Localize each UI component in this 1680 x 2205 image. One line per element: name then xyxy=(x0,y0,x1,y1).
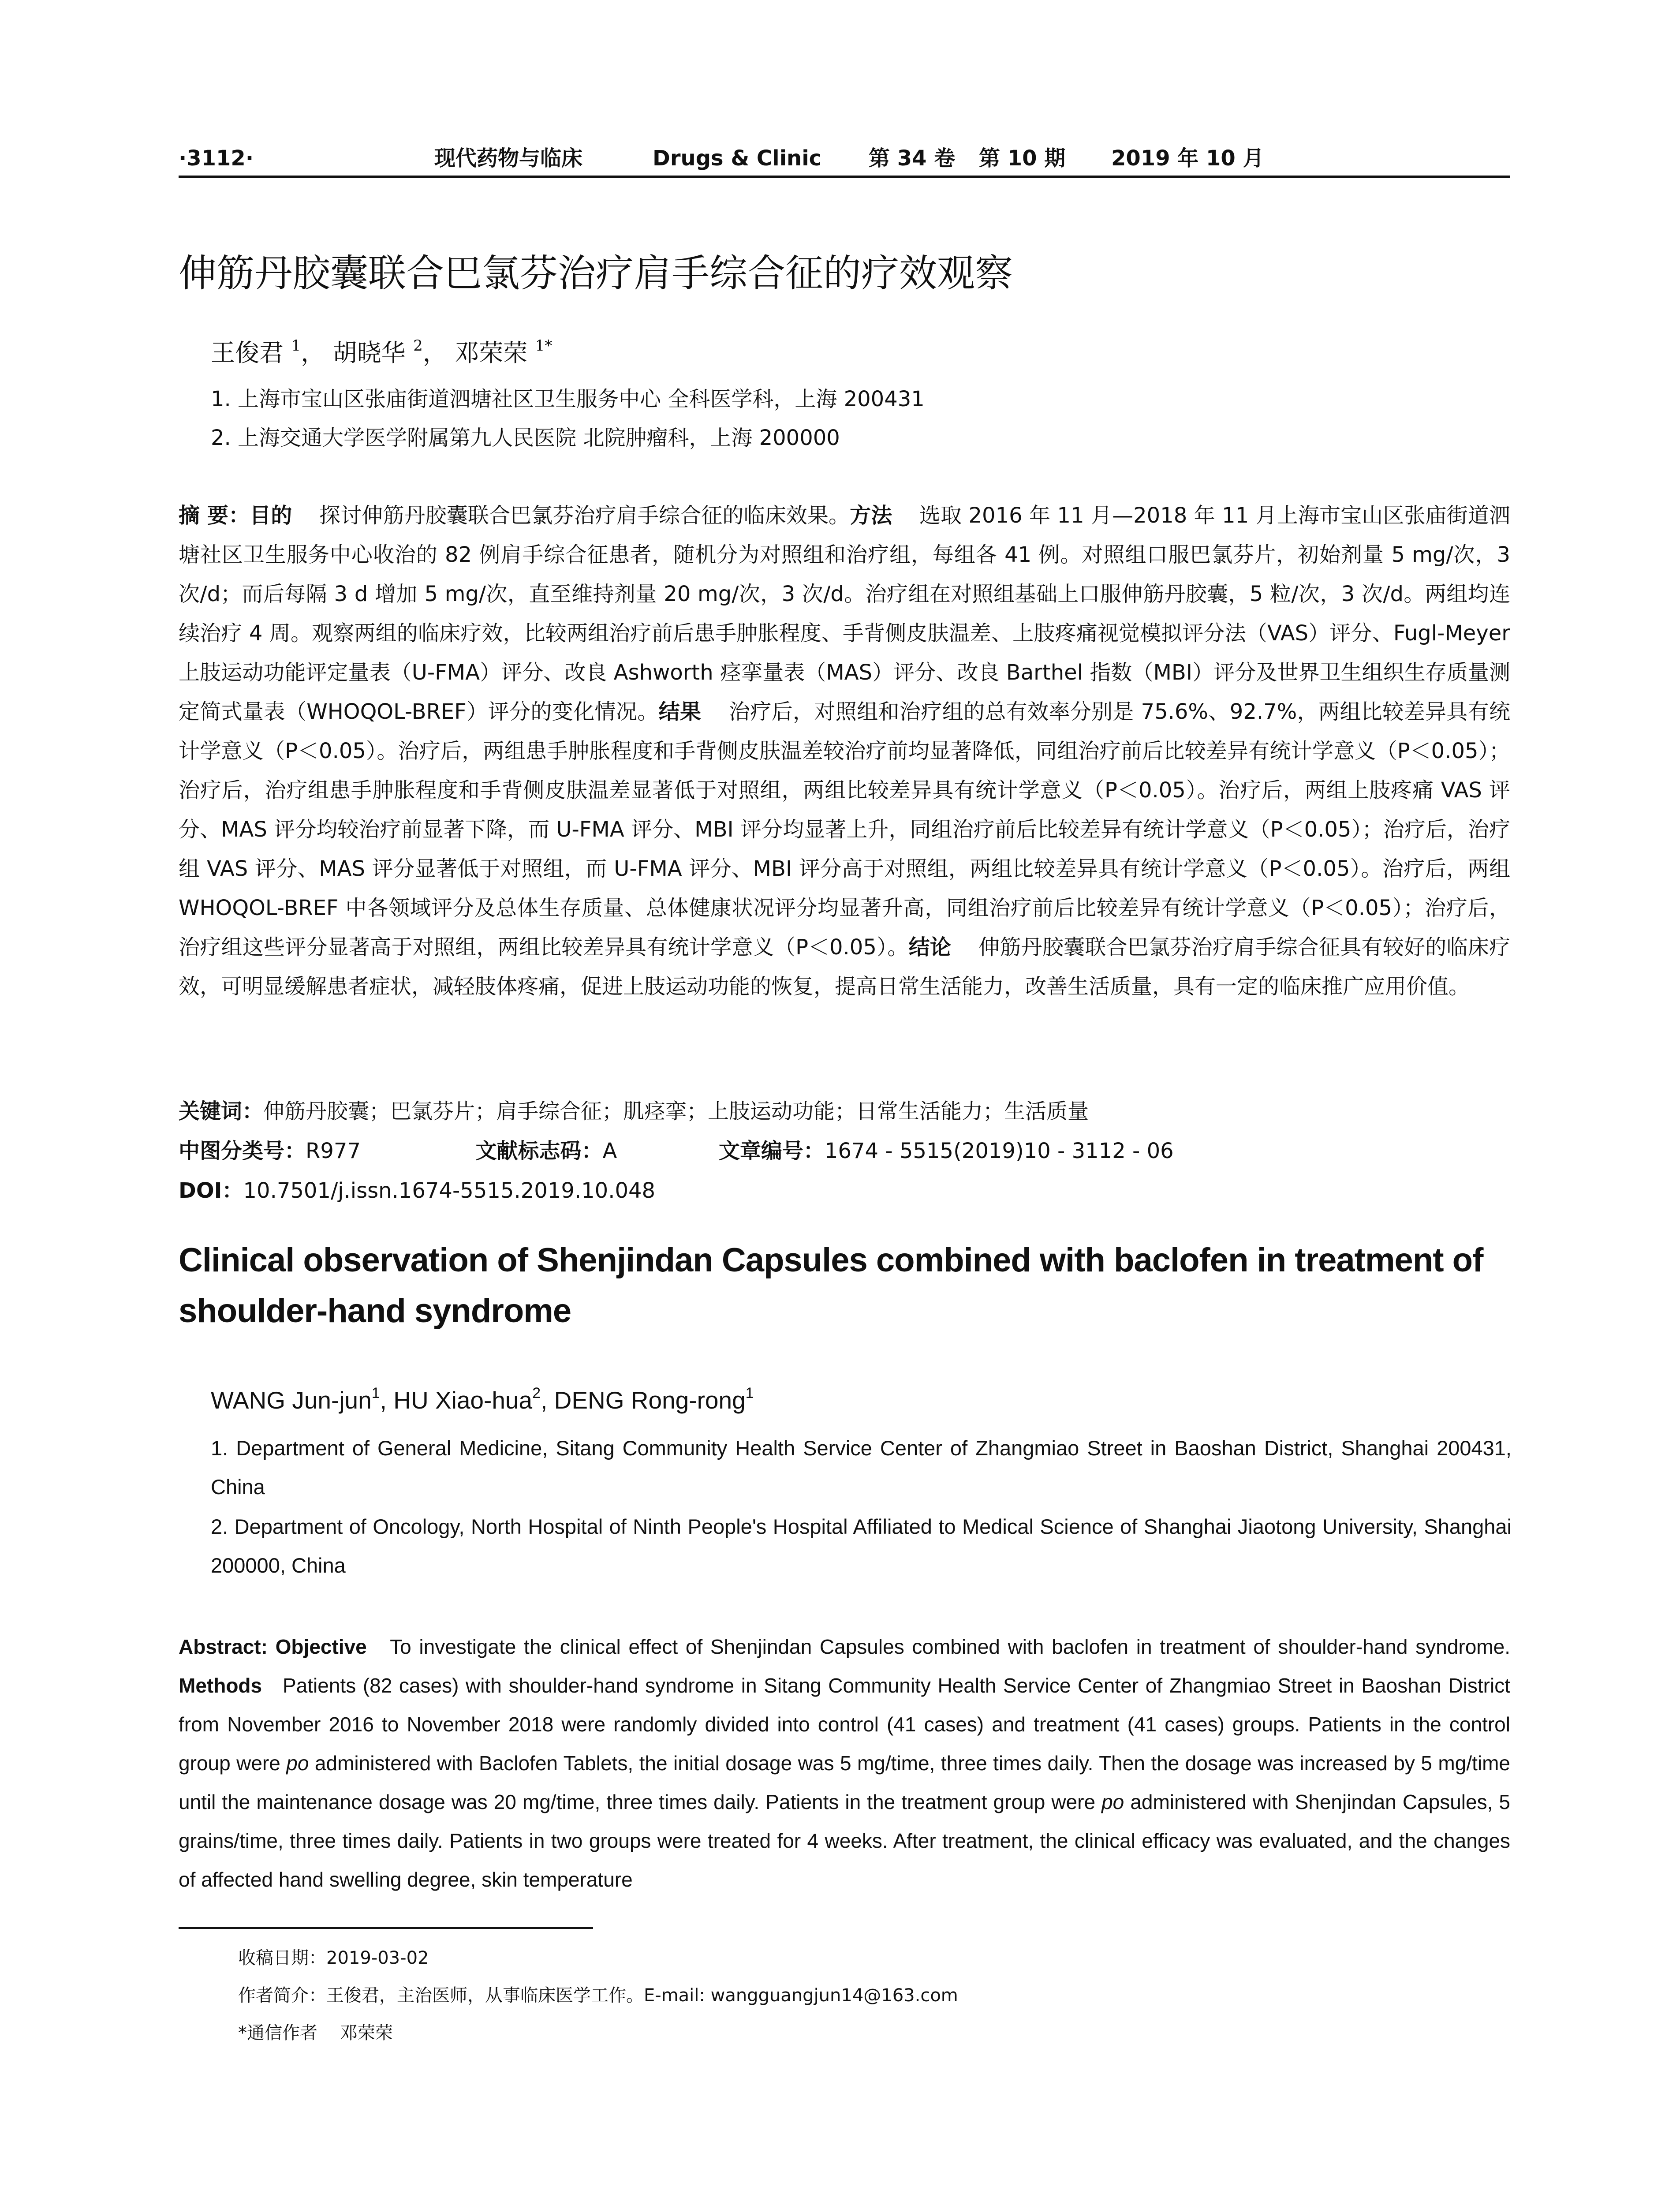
received-label: 收稿日期： xyxy=(238,1948,326,1968)
journal-name-cn: 现代药物与临床 xyxy=(434,146,583,171)
author-name: 邓荣荣 xyxy=(455,339,528,367)
author-name: HU Xiao-hua xyxy=(393,1387,533,1414)
document-code-value: A xyxy=(602,1139,617,1163)
abstract-label-en: Abstract: xyxy=(179,1635,276,1658)
author-name: 胡晓华 xyxy=(332,339,406,367)
methods-text-en: administered with Shenjindan Capsules, 5 grains/time, three times daily. Patients in two groups were treated for 4 weeks. After treatment, the clinical efficacy was evaluated, and the changes of affected hand swelling degree, skin temperature xyxy=(179,1790,1510,1891)
keywords-text: 伸筋丹胶囊；巴氯芬片；肩手综合征；肌痉挛；上肢运动功能；日常生活能力；生活质量 xyxy=(263,1099,1089,1124)
keywords-cn xyxy=(179,1094,1510,1129)
author-name: 王俊君 xyxy=(211,339,284,367)
methods-text: 选取 2016 年 11 月—2018 年 11 月上海市宝山区张庙街道泗塘社区卫生服务中心收治的 82 例肩手综合征患者，随机分为对照组和治疗组，每组各 41 例。对照组口服巴氯芬片，初始剂量 5 mg/次，3 次/d；而后每隔 3 d 增加 5 mg/次，直至维持剂量 20 mg/次，3 次/d。治疗组在对照组基础上口服伸筋丹胶囊，5 粒/次，3 次/d。两组均连续治疗 4 周。观察两组的临床疗效，比较两组治疗前后患手肿胀程度、手背侧皮肤温差、上肢疼痛视觉模拟评分法（VAS）评分、Fugl-Meyer 上肢运动功能评定量表（U-FMA）评分、改良 Ashworth 痉挛量表（MAS）评分、改良 Barthel 指数（MBI）评分及世界卫生组织生存质量测定简式量表（WHOQOL-BREF）评分的变化情况。 xyxy=(179,503,1510,724)
footnote-author-bio xyxy=(238,1980,958,2011)
running-header xyxy=(179,141,1510,178)
author-affiliation-mark: 1 xyxy=(745,1385,754,1401)
doi-label: DOI： xyxy=(179,1178,243,1203)
author-affiliation-mark: 2 xyxy=(532,1385,541,1401)
author-affiliation-mark: 1 xyxy=(291,337,301,355)
affiliation-cn-2: 2. 上海交通大学医学附属第九人民医院 北院肿瘤科，上海 200000 xyxy=(211,426,840,450)
conclusion-text: 伸筋丹胶囊联合巴氯芬治疗肩手综合征具有较好的临床疗效，可明显缓解患者症状，减轻肢体疼痛，促进上肢运动功能的恢复，提高日常生活能力，改善生活质量，具有一定的临床推广应用价值。 xyxy=(179,935,1510,999)
volume: 第 34 卷 xyxy=(869,146,956,171)
footnote-divider xyxy=(179,1927,593,1929)
objective-label-en: Objective xyxy=(275,1635,367,1658)
abstract-label: 摘 要： xyxy=(179,503,250,528)
conclusion-label: 结论 xyxy=(908,935,952,960)
article-title-en: Clinical observation of Shenjindan Capsules combined with baclofen in treatment of shoulder-hand syndrome xyxy=(179,1241,1483,1330)
objective-text-en: To investigate the clinical effect of Shenjindan Capsules combined with baclofen in treatment of shoulder-hand syndrome. xyxy=(390,1635,1510,1658)
affiliation-en-1: 1. Department of General Medicine, Sitang Community Health Service Center of Zhangmiao Street in Baoshan District, Shanghai 200431, China xyxy=(211,1436,1512,1499)
author-affiliation-mark: 1* xyxy=(535,337,553,355)
methods-label-en: Methods xyxy=(179,1674,262,1697)
methods-label: 方法 xyxy=(850,503,892,528)
footnote-received xyxy=(238,1943,429,1973)
bio-text: 王俊君，主治医师，从事临床医学工作。E-mail: wangguangjun14@163.com xyxy=(326,1985,958,2006)
received-date: 2019-03-02 xyxy=(326,1948,429,1968)
objective-label: 目的 xyxy=(250,503,292,528)
document-code-label: 文献标志码： xyxy=(475,1139,603,1163)
author-affiliation-mark: 2 xyxy=(413,337,423,355)
abstract-en xyxy=(179,1627,1510,1899)
abstract-cn xyxy=(179,496,1510,1006)
methods-text-en: administered with Baclofen Tablets, the initial dosage was 5 mg/time, three times daily. Then the dosage was increased by 5 mg/time until the maintenance dosage was 20 mg/time, three times daily. Patients in the treatment group were xyxy=(179,1752,1510,1813)
doi-line xyxy=(179,1173,1510,1208)
clc-label: 中图分类号： xyxy=(179,1139,306,1163)
issue-date: 2019 年 10 月 xyxy=(1111,146,1264,171)
corresponding-author: 邓荣荣 xyxy=(340,2023,393,2043)
results-label: 结果 xyxy=(658,699,702,724)
author-name: DENG Rong-rong xyxy=(554,1387,746,1414)
results-text: 治疗后，对照组和治疗组的总有效率分别是 75.6%、92.7%，两组比较差异具有统计学意义（P＜0.05）。治疗后，两组患手肿胀程度和手背侧皮肤温差较治疗前均显著降低，同组治疗前后比较差异有统计学意义（P＜0.05）；治疗后，治疗组患手肿胀程度和手背侧皮肤温差显著低于对照组，两组比较差异具有统计学意义（P＜0.05）。治疗后，两组上肢疼痛 VAS 评分、MAS 评分均较治疗前显著下降，而 U-FMA 评分、MBI 评分均显著上升，同组治疗前后比较差异有统计学意义（P＜0.05）；治疗后，治疗组 VAS 评分、MAS 评分显著低于对照组，而 U-FMA 评分、MBI 评分高于对照组，两组比较差异具有统计学意义（P＜0.05）。治疗后，两组 WHOQOL-BREF 中各领域评分及总体生存质量、总体健康状况评分均显著升高，同组治疗前后比较差异有统计学意义（P＜0.05）；治疗后，治疗组这些评分显著高于对照组，两组比较差异具有统计学意义（P＜0.05）。 xyxy=(179,699,1510,960)
affiliation-cn-1: 1. 上海市宝山区张庙街道泗塘社区卫生服务中心 全科医学科，上海 200431 xyxy=(211,387,925,411)
article-number-label: 文章编号： xyxy=(718,1139,825,1163)
corresponding-label: *通信作者 xyxy=(238,2023,317,2043)
author-name: WANG Jun-jun xyxy=(211,1387,372,1414)
keywords-label: 关键词： xyxy=(179,1099,264,1124)
page-number: ·3112· xyxy=(179,146,254,171)
journal-name-en: Drugs & Clinic xyxy=(653,146,822,171)
objective-text: 探讨伸筋丹胶囊联合巴氯芬治疗肩手综合征的临床效果。 xyxy=(319,503,850,528)
classification-line xyxy=(179,1133,1510,1169)
article-number-value: 1674 - 5515(2019)10 - 3112 - 06 xyxy=(824,1139,1174,1163)
route-po: po xyxy=(286,1752,309,1775)
methods-text-en: Patients (82 cases) with shoulder-hand syndrome in Sitang Community Health Service Center of Zhangmiao Street in Baoshan District from November 2016 to November 2018 were randomly divided into control (41 cases) and treatment (41 cases) groups. Patients in the control group were xyxy=(179,1674,1511,1775)
bio-label: 作者简介： xyxy=(238,1985,326,2006)
article-title-cn: 伸筋丹胶囊联合巴氯芬治疗肩手综合征的疗效观察 xyxy=(179,251,1013,295)
authors-cn: 王俊君 $^1$， 胡晓华 $^2$， 邓荣荣 $^{1*}$ xyxy=(211,337,553,367)
affiliation-en-2: 2. Department of Oncology, North Hospital of Ninth People's Hospital Affiliated to Medical Science of Shanghai Jiaotong University, Shanghai 200000, China xyxy=(211,1515,1512,1577)
author-affiliation-mark: 1 xyxy=(371,1385,380,1401)
footnote-corresponding xyxy=(238,2018,393,2048)
authors-en: WANG Jun-jun$^1$, HU Xiao-hua$^2$, DENG Rong-rong$^1$ xyxy=(211,1385,754,1414)
clc-value: R977 xyxy=(306,1139,361,1163)
issue: 第 10 期 xyxy=(979,146,1066,171)
route-po: po xyxy=(1101,1790,1124,1813)
doi-value: 10.7501/j.issn.1674-5515.2019.10.048 xyxy=(243,1178,656,1203)
